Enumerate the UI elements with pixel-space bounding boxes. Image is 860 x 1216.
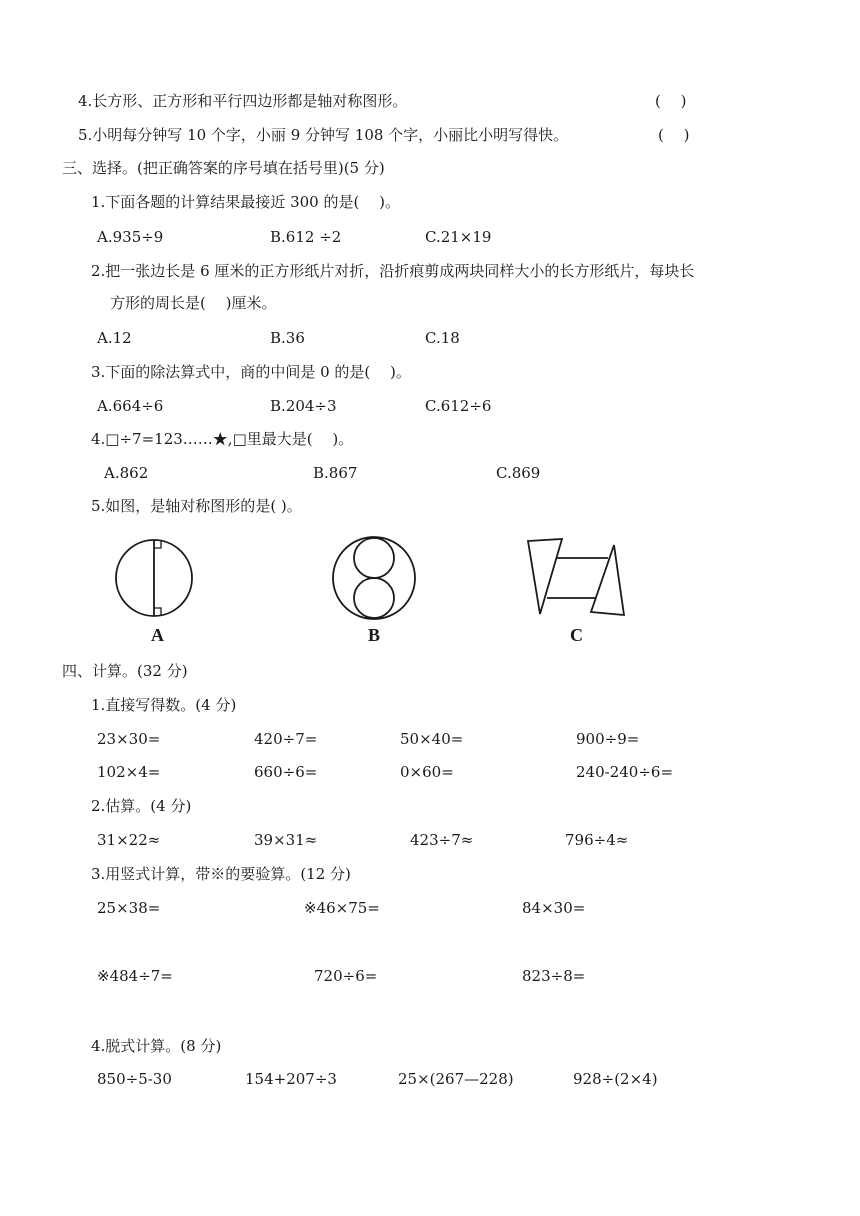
- calc-q1-item: 0×60=: [400, 763, 454, 781]
- tf-answer-paren-4[interactable]: ( ): [655, 92, 687, 110]
- stepwise-calc-item: 154+207÷3: [245, 1070, 337, 1088]
- choice-q4-stem: 4.□÷7=123……★,□里最大是( )。: [91, 430, 354, 448]
- tf-item-5: 5.小明每分钟写 10 个字，小丽 9 分钟写 108 个字，小丽比小明写得快。: [78, 126, 569, 144]
- choice-q2-stem-cont: 方形的周长是( )厘米。: [110, 294, 277, 312]
- choice-q3-option-a[interactable]: A.664÷6: [97, 397, 164, 415]
- choice-q2-option-c[interactable]: C.18: [425, 329, 460, 347]
- calc-q1-item: 240-240÷6=: [576, 763, 674, 781]
- choice-q2-option-a[interactable]: A.12: [97, 329, 132, 347]
- stepwise-calc-item: 850÷5-30: [97, 1070, 172, 1088]
- vertical-calc-item: 84×30=: [522, 899, 586, 917]
- figure-a-label: A: [151, 625, 164, 645]
- calc-q1-item: 900÷9=: [576, 730, 640, 748]
- vertical-calc-item: 823÷8=: [522, 967, 586, 985]
- estimate-item: 423÷7≈: [410, 831, 474, 849]
- estimate-item: 39×31≈: [254, 831, 318, 849]
- choice-q1-option-b[interactable]: B.612 ÷2: [270, 228, 342, 246]
- choice-q3-stem: 3.下面的除法算式中，商的中间是 0 的是( )。: [91, 363, 411, 381]
- calc-q1-item: 420÷7=: [254, 730, 318, 748]
- vertical-calc-item: 720÷6=: [314, 967, 378, 985]
- choice-q1-option-a[interactable]: A.935÷9: [97, 228, 164, 246]
- choice-q3-option-b[interactable]: B.204÷3: [270, 397, 337, 415]
- calc-q1-item: 50×40=: [400, 730, 464, 748]
- figure-c-triangles-parallelogram[interactable]: [526, 538, 628, 618]
- choice-q4-option-b[interactable]: B.867: [313, 464, 358, 482]
- calc-q1-item: 23×30=: [97, 730, 161, 748]
- figure-b-circle-figure-eight[interactable]: [331, 535, 417, 621]
- estimate-item: 31×22≈: [97, 831, 161, 849]
- section-4-title: 四、计算。(32 分): [62, 662, 188, 680]
- choice-q2-stem: 2.把一张边长是 6 厘米的正方形纸片对折，沿折痕剪成两块同样大小的长方形纸片，每块长: [91, 262, 695, 280]
- section-3-title: 三、选择。(把正确答案的序号填在括号里)(5 分): [62, 159, 385, 177]
- stepwise-calc-item: 25×(267—228): [398, 1070, 514, 1088]
- calc-q3-title: 3.用竖式计算，带※的要验算。(12 分): [91, 865, 351, 883]
- calc-q2-title: 2.估算。(4 分): [91, 797, 192, 815]
- tf-answer-paren-5[interactable]: ( ): [658, 126, 690, 144]
- calc-q4-title: 4.脱式计算。(8 分): [91, 1037, 222, 1055]
- choice-q3-option-c[interactable]: C.612÷6: [425, 397, 492, 415]
- figure-a-circle-diameter[interactable]: [114, 537, 194, 619]
- choice-q1-option-c[interactable]: C.21×19: [425, 228, 492, 246]
- figure-b-label: B: [368, 625, 381, 645]
- choice-q1-stem: 1.下面各题的计算结果最接近 300 的是( )。: [91, 193, 400, 211]
- calc-q1-item: 102×4=: [97, 763, 161, 781]
- estimate-item: 796÷4≈: [565, 831, 629, 849]
- calc-q1-item: 660÷6=: [254, 763, 318, 781]
- vertical-calc-item: ※484÷7=: [97, 967, 173, 985]
- figure-c-label: C: [570, 625, 583, 645]
- vertical-calc-item: 25×38=: [97, 899, 161, 917]
- stepwise-calc-item: 928÷(2×4): [573, 1070, 658, 1088]
- choice-q4-option-a[interactable]: A.862: [104, 464, 149, 482]
- choice-q2-option-b[interactable]: B.36: [270, 329, 305, 347]
- vertical-calc-item: ※46×75=: [304, 899, 380, 917]
- tf-item-4: 4.长方形、正方形和平行四边形都是轴对称图形。: [78, 92, 408, 110]
- calc-q1-title: 1.直接写得数。(4 分): [91, 696, 237, 714]
- choice-q4-option-c[interactable]: C.869: [496, 464, 541, 482]
- choice-q5-stem: 5.如图，是轴对称图形的是( )。: [91, 497, 302, 515]
